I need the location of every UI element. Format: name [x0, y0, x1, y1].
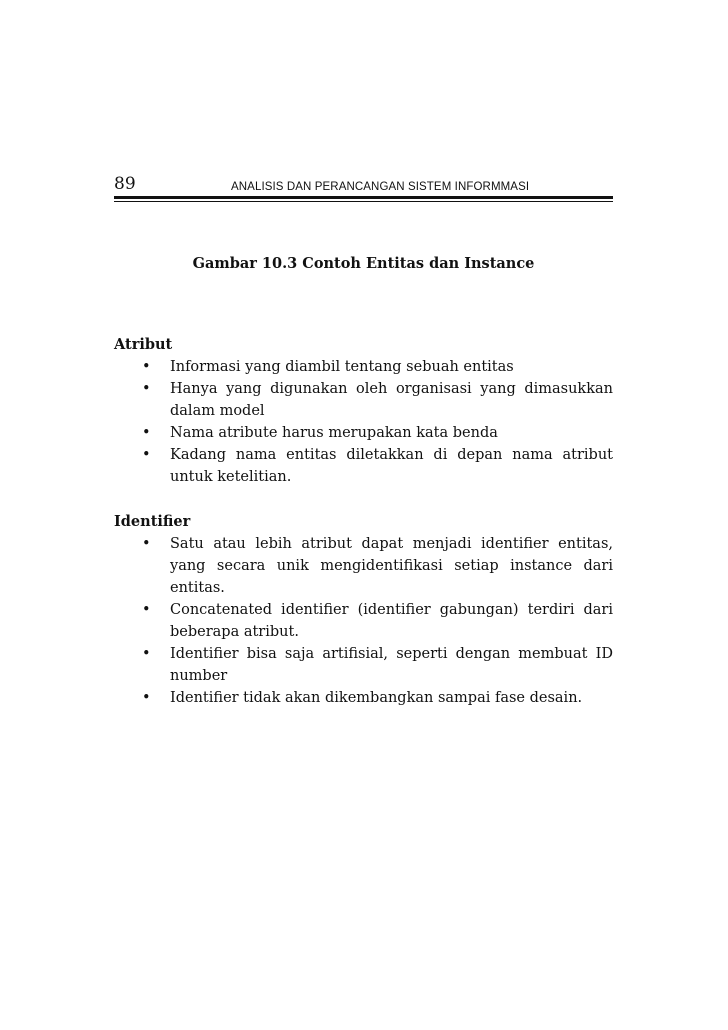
list-item: [114, 687, 613, 709]
header-rule-thick: [114, 196, 613, 199]
list-item-text: Informasi yang diambil tentang sebuah entitas: [170, 359, 514, 375]
bullet-icon: •: [142, 381, 151, 397]
list-item-text: Identifier bisa saja artifisial, seperti dengan membuat ID number: [170, 646, 613, 684]
list-item: [114, 422, 613, 444]
list-item: [114, 533, 613, 599]
list-item-text: Hanya yang digunakan oleh organisasi yang dimasukkan dalam model: [170, 381, 613, 419]
list-item: [114, 444, 613, 488]
bullet-icon: •: [142, 425, 151, 441]
list-item-text: Concatenated identifier (identifier gabungan) terdiri dari beberapa atribut.: [170, 602, 613, 640]
list-item: [114, 643, 613, 687]
section-heading-identifier: Identifier: [114, 513, 191, 530]
bullet-icon: •: [142, 536, 151, 552]
figure-caption: Gambar 10.3 Contoh Entitas dan Instance: [192, 255, 535, 272]
bullet-icon: •: [142, 359, 151, 375]
list-item-text: Identifier tidak akan dikembangkan sampai fase desain.: [170, 690, 583, 706]
identifier-list: [114, 533, 613, 709]
bullet-icon: •: [142, 602, 151, 618]
header-rule-thin: [114, 201, 613, 202]
page-number: 89: [114, 174, 136, 194]
bullet-icon: •: [142, 646, 151, 662]
list-item-text: Kadang nama entitas diletakkan di depan nama atribut untuk ketelitian.: [170, 447, 613, 485]
list-item-text: Nama atribute harus merupakan kata benda: [170, 425, 498, 441]
list-item-text: Satu atau lebih atribut dapat menjadi identifier entitas, yang secara unik mengidentifikasi setiap instance dari entitas.: [170, 536, 613, 596]
section-heading-atribut: Atribut: [114, 336, 173, 353]
section-identifier: [114, 511, 613, 709]
atribut-list: [114, 356, 613, 488]
bullet-icon: •: [142, 690, 151, 706]
list-item: [114, 599, 613, 643]
section-atribut: [114, 334, 613, 488]
list-item: [114, 356, 613, 378]
bullet-icon: •: [142, 447, 151, 463]
list-item: [114, 378, 613, 422]
running-title: ANALISIS DAN PERANCANGAN SISTEM INFORMMASI: [231, 181, 530, 193]
